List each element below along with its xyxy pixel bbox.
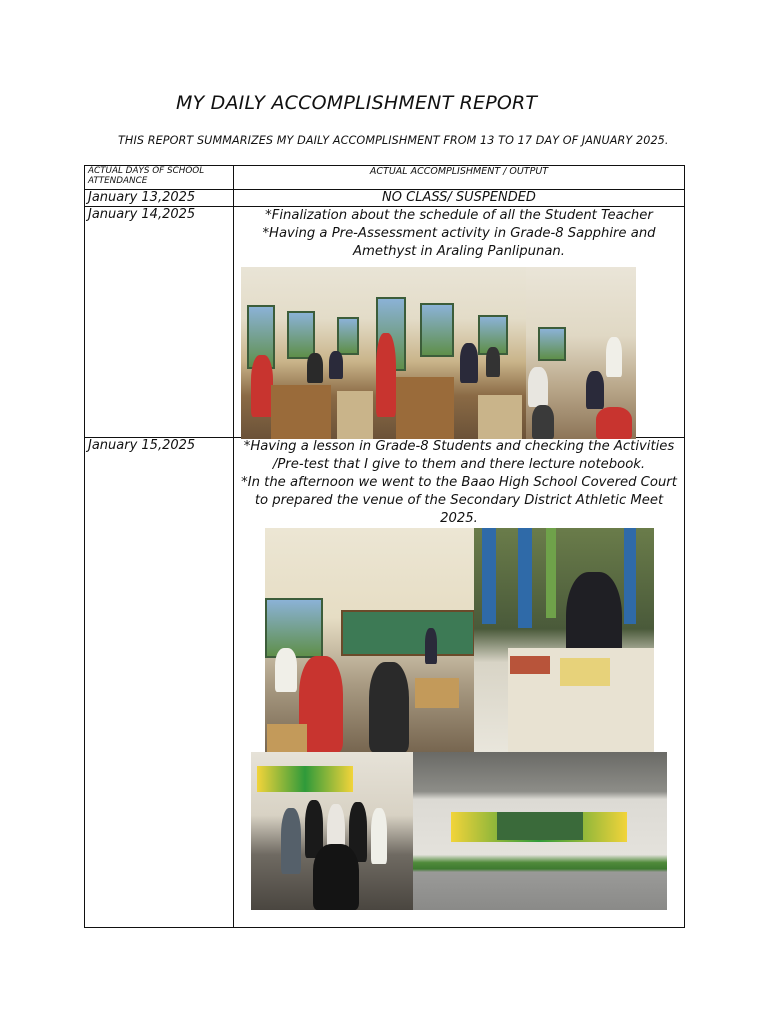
photo-collage <box>237 261 681 437</box>
covered-court-stage-photo <box>413 752 667 910</box>
classroom-photo <box>526 267 636 439</box>
classroom-photo <box>241 267 374 439</box>
accomplishment-line: *Finalization about the schedule of all the Student Teacher <box>265 208 653 223</box>
classroom-photo <box>265 528 474 752</box>
row-date: January 15,2025 <box>85 438 234 928</box>
row-date: January 13,2025 <box>85 190 234 207</box>
table-row <box>85 438 685 928</box>
row-accomplishment: NO CLASS/ SUSPENDED <box>234 190 685 207</box>
accomplishment-table <box>84 165 685 928</box>
row-accomplishment <box>234 207 685 438</box>
covered-court-group-photo <box>251 752 413 910</box>
row-accomplishment <box>234 438 685 928</box>
classroom-photo <box>374 267 526 439</box>
photo-collage <box>237 528 681 908</box>
accomplishment-line: *Having a lesson in Grade-8 Students and checking the Activities /Pre-test that I give to them and there lecture notebook. <box>243 439 675 472</box>
header-accomplishment: ACTUAL ACCOMPLISHMENT / OUTPUT <box>234 166 685 190</box>
accomplishment-line: *In the afternoon we went to the Baao High School Covered Court to prepared the venue of the Secondary District Athletic Meet 2025. <box>241 475 677 526</box>
checking-notebooks-photo <box>474 528 654 752</box>
table-row <box>85 190 685 207</box>
table-row <box>85 207 685 438</box>
table-header-row <box>85 166 685 190</box>
report-title: MY DAILY ACCOMPLISHMENT REPORT <box>176 92 538 114</box>
report-subtitle: THIS REPORT SUMMARIZES MY DAILY ACCOMPLISHMENT FROM 13 TO 17 DAY OF JANUARY 2025. <box>118 134 669 147</box>
header-days-attendance: ACTUAL DAYS OF SCHOOL ATTENDANCE <box>85 166 234 190</box>
accomplishment-line: *Having a Pre-Assessment activity in Grade-8 Sapphire and Amethyst in Araling Panlipunan. <box>262 226 656 259</box>
row-date: January 14,2025 <box>85 207 234 438</box>
